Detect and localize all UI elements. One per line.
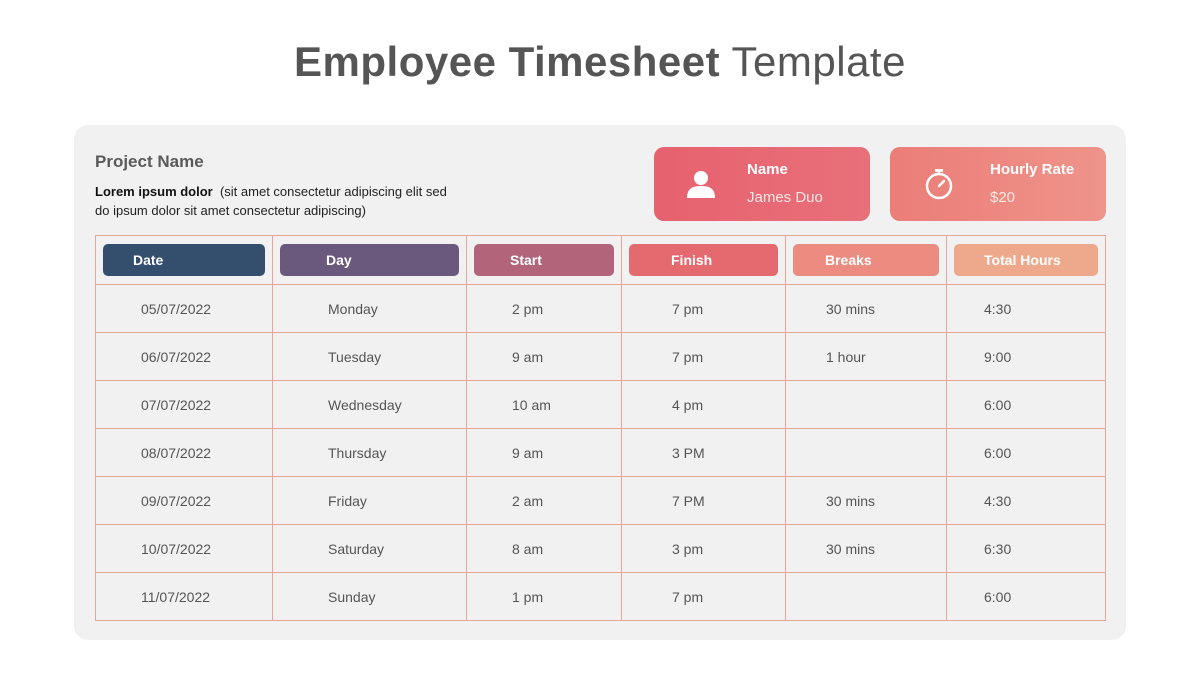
header-finish — [622, 236, 786, 285]
cell-start: 9 am — [467, 333, 622, 381]
cell-finish: 4 pm — [622, 381, 786, 429]
cell-total-hours: 9:00 — [947, 333, 1106, 381]
cell-breaks: 30 mins — [786, 285, 947, 333]
cell-day: Thursday — [273, 429, 467, 477]
timesheet-table — [95, 235, 1106, 621]
hourly-rate-card — [890, 147, 1106, 221]
cell-breaks — [786, 429, 947, 477]
cell-total-hours: 6:30 — [947, 525, 1106, 573]
project-desc-bold: Lorem ipsum dolor — [95, 184, 213, 199]
page-title — [0, 38, 1200, 86]
cell-date: 10/07/2022 — [96, 525, 273, 573]
cell-day: Monday — [273, 285, 467, 333]
cell-finish: 7 pm — [622, 285, 786, 333]
cell-start: 10 am — [467, 381, 622, 429]
cell-date: 11/07/2022 — [96, 573, 273, 621]
cell-total-hours: 6:00 — [947, 381, 1106, 429]
cell-start: 9 am — [467, 429, 622, 477]
table-row — [96, 429, 1106, 477]
header-total-hours — [947, 236, 1106, 285]
cell-breaks: 30 mins — [786, 525, 947, 573]
employee-name-value: James Duo — [747, 189, 823, 206]
table-row — [96, 573, 1106, 621]
project-name-heading: Project Name — [95, 152, 204, 171]
header-breaks — [786, 236, 947, 285]
cell-total-hours: 6:00 — [947, 429, 1106, 477]
cell-finish: 7 pm — [622, 573, 786, 621]
header-date-pill: Date — [103, 244, 265, 276]
table-row — [96, 477, 1106, 525]
table-row — [96, 525, 1106, 573]
cell-start: 2 am — [467, 477, 622, 525]
project-description — [95, 182, 455, 220]
cell-total-hours: 6:00 — [947, 573, 1106, 621]
timesheet-panel — [74, 125, 1126, 640]
header-finish-pill: Finish — [629, 244, 778, 276]
cell-breaks — [786, 381, 947, 429]
hourly-rate-value: $20 — [990, 189, 1016, 206]
cell-date: 06/07/2022 — [96, 333, 273, 381]
cell-finish: 3 pm — [622, 525, 786, 573]
cell-start: 1 pm — [467, 573, 622, 621]
stopwatch-icon — [922, 167, 956, 201]
employee-name-card — [654, 147, 870, 221]
table-row — [96, 333, 1106, 381]
cell-total-hours: 4:30 — [947, 477, 1106, 525]
title-bold: Employee Timesheet — [294, 38, 721, 85]
cell-finish: 3 PM — [622, 429, 786, 477]
table-header-row — [96, 236, 1106, 285]
user-icon — [684, 167, 718, 201]
header-day — [273, 236, 467, 285]
cell-date: 08/07/2022 — [96, 429, 273, 477]
header-breaks-pill: Breaks — [793, 244, 939, 276]
header-date — [96, 236, 273, 285]
header-total-hours-pill: Total Hours — [954, 244, 1098, 276]
table-row — [96, 285, 1106, 333]
employee-name-label: Name — [747, 161, 788, 178]
cell-breaks: 30 mins — [786, 477, 947, 525]
cell-day: Sunday — [273, 573, 467, 621]
cell-date: 05/07/2022 — [96, 285, 273, 333]
header-start-pill: Start — [474, 244, 614, 276]
table-row — [96, 381, 1106, 429]
cell-finish: 7 pm — [622, 333, 786, 381]
cell-date: 07/07/2022 — [96, 381, 273, 429]
cell-total-hours: 4:30 — [947, 285, 1106, 333]
cell-day: Saturday — [273, 525, 467, 573]
cell-breaks — [786, 573, 947, 621]
title-light: Template — [731, 38, 906, 85]
hourly-rate-label: Hourly Rate — [990, 161, 1075, 178]
cell-day: Tuesday — [273, 333, 467, 381]
header-day-pill: Day — [280, 244, 459, 276]
project-desc-text: (sit amet consectetur adipiscing elit sed do ipsum dolor sit amet consectetur adipiscing) — [95, 184, 447, 218]
cell-day: Friday — [273, 477, 467, 525]
header-start — [467, 236, 622, 285]
cell-date: 09/07/2022 — [96, 477, 273, 525]
cell-day: Wednesday — [273, 381, 467, 429]
cell-start: 2 pm — [467, 285, 622, 333]
cell-breaks: 1 hour — [786, 333, 947, 381]
cell-finish: 7 PM — [622, 477, 786, 525]
cell-start: 8 am — [467, 525, 622, 573]
